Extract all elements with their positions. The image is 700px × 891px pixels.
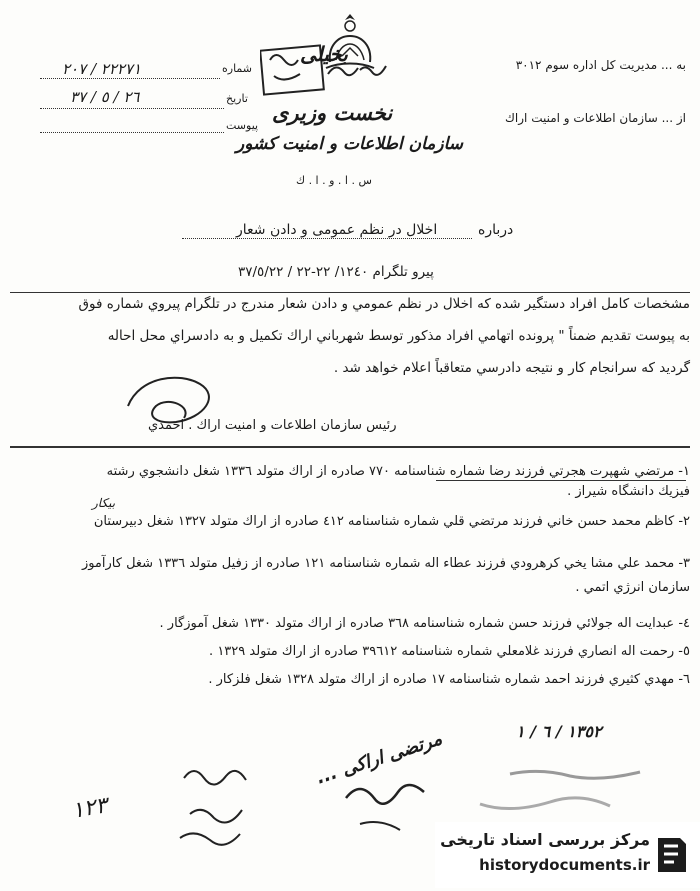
list-item: ١- مرتضي شهپرت هجرتي فرزند رضا شماره شناسنامه ٧٧٠ صادره از اراك متولد ١٣٣٦ شغل دانشجوي رشته (106, 464, 690, 479)
watermark-title: مرکز بررسی اسناد تاریخی (440, 830, 650, 849)
recipient-line: به ... مديريت كل اداره سوم ٣٠١٢ (515, 58, 686, 72)
archive-logo-icon (652, 832, 692, 878)
watermark-badge (435, 822, 700, 888)
telegram-reference: پيرو تلگرام ١٢٤٠/ ٢٢-٢٢ / ٣٧/٥/٢٢ (238, 264, 434, 280)
name-underline (436, 480, 686, 481)
date-value: ٢٦ / ٥ / ٣٧ (70, 88, 140, 106)
list-separator (10, 446, 690, 448)
number-value: ٢٢٢٧١ / ٢٠٧ (62, 60, 142, 78)
body-line-2: به پيوست تقديم ضمناً " پرونده اتهامي افراد مذكور توسط شهرباني اراك تكميل و به دادسراي محل احاله (107, 328, 690, 344)
attachment-label: پيوست (226, 119, 259, 132)
number-rule (40, 78, 220, 79)
signer-title: رئيس سازمان اطلاعات و امنيت اراك . احمدي (148, 418, 397, 433)
ministry-title: نخست وزیری (272, 100, 393, 125)
body-line-1: مشخصات كامل افراد دستگير شده كه اخلال در نظم عمومي و دادن شعار مندرج در تلگرام پيروي شماره فوق (78, 296, 690, 312)
subject-label: درباره (478, 222, 514, 238)
stamp-text: بخیلی (300, 42, 348, 66)
organization-code: س . ا . و . ا . ك (296, 174, 372, 187)
list-item: ٢- كاظم محمد حسن خاني فرزند مرتضي قلي شماره شناسنامه ٤١٢ صادره از اراك متولد ١٣٢٧ شغل دبيرستان (93, 514, 690, 529)
date-label: تاريخ (226, 92, 248, 105)
handwritten-note-top: مرتضی اراکی ... (313, 728, 445, 789)
list-item: ٦- مهدي كثيري فرزند احمد شماره شناسنامه ١٧ صادره از اراك متولد ١٣٢٨ شغل فلزكار . (208, 672, 690, 687)
body-top-rule (10, 292, 690, 293)
list-item: ٤- عبدايت اله جولائي فرزند حسن شماره شناسنامه ٣٦٨ صادره از اراك متولد ١٣٣٠ شغل آموزگار . (159, 616, 690, 631)
attachment-rule (40, 132, 224, 133)
body-line-3: گرديد كه سرانجام كار و نتيجه دادرسي متعاقباً اعلام خواهد شد . (333, 360, 690, 376)
list-item-continuation: سازمان انرژي اتمي . (575, 580, 690, 595)
list-item: ٥- رحمت اله انصاري فرزند غلامعلي شماره شناسنامه ٣٩٦١٢ صادره از اراك متولد ١٣٢٩ . (209, 644, 690, 659)
list-item: ٣- محمد علي مشا يخي كرهرودي فرزند عطاء اله شماره شناسنامه ١٢١ صادره از زفيل متولد ١٣٣٦ شغل كارآموز (81, 556, 690, 571)
number-label: شماره (222, 62, 253, 75)
subject-text: اخلال در نظم عمومی و دادن شعار (236, 222, 438, 238)
handwritten-note: بیکار (92, 496, 116, 510)
organization-title: سازمان اطلاعات و امنیت کشور (236, 134, 464, 154)
handwritten-date: ١٣٥٢ / ٦ / ١ (516, 722, 602, 741)
subject-rule (182, 238, 472, 239)
watermark-url: historydocuments.ir (479, 856, 650, 874)
date-rule (40, 108, 224, 109)
sender-line: از ... سازمان اطلاعات و امنيت اراك (505, 111, 686, 125)
margin-number: ١٢٣ (70, 793, 110, 824)
list-item-continuation: فيزيك دانشگاه شيراز . (567, 484, 690, 499)
